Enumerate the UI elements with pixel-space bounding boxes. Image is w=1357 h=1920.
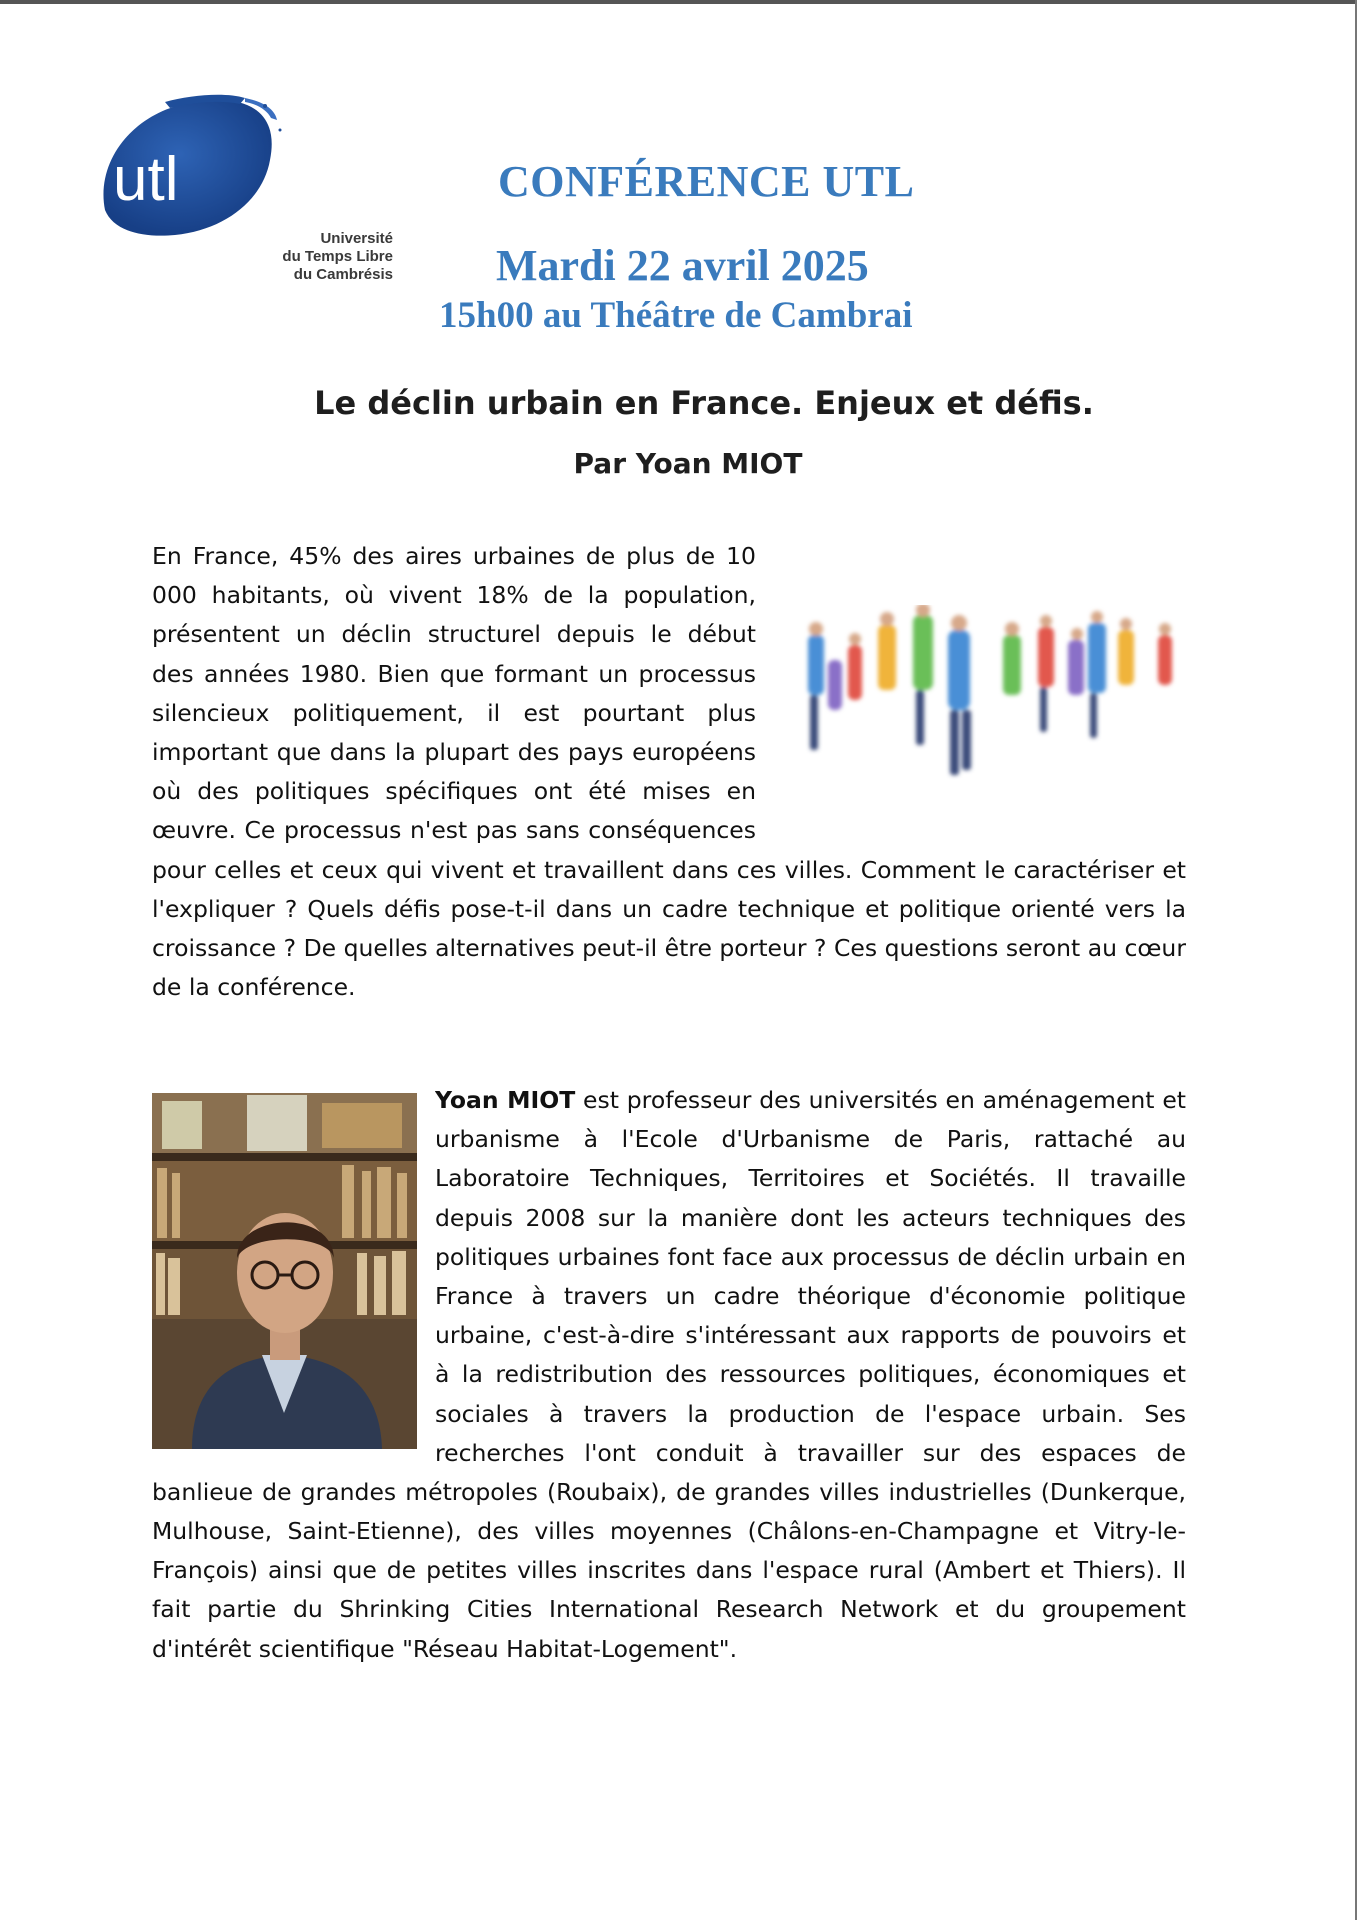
bio-first-line: est professeur des universités en aménagement et [575,1086,1186,1114]
crowd-photo-icon [788,605,1188,780]
text-line: où des politiques spécifiques ont été mises en [152,777,756,806]
text-line: depuis 2008 sur la manière dont les acteurs techniques des [435,1203,1186,1232]
text-line: urbaine, c'est-à-dire s'intéressant aux rapports de pouvoirs et [435,1321,1186,1350]
text-line: d'intérêt scientifique "Réseau Habitat-Logement". [152,1634,738,1663]
text-line: important que dans la plupart des pays européens [152,737,756,766]
logo-caption [155,230,393,284]
text-line: En France, 45% des aires urbaines de plus de 10 [152,542,756,570]
text-line: croissance ? De quelles alternatives peut-il être porteur ? Ces questions seront au cœur [152,933,1186,962]
text-line: recherches l'ont conduit à travailler sur des espaces de [435,1438,1186,1467]
text-line: de la conférence. [152,973,356,1002]
text-line: des années 1980. Bien que formant un processus [152,659,756,688]
conference-speaker: Par Yoan MIOT [573,447,803,480]
logo-line: du Temps Libre [282,248,393,265]
logo-line: du Cambrésis [293,266,393,283]
logo-mark-text: utl [113,145,179,214]
speaker-name: Yoan MIOT [435,1086,576,1114]
text-line: Laboratoire Techniques, Territoires et Sociétés. Il travaille [435,1164,1186,1193]
event-date: Mardi 22 avril 2025 [496,241,869,290]
text-line: urbanisme à l'Ecole d'Urbanisme de Paris, rattaché au [435,1125,1186,1154]
text-line: François) ainsi que de petites villes inscrites dans l'espace rural (Ambert et Thiers). Il [152,1556,1186,1585]
utl-logo [95,90,393,295]
text-line: France à travers un cadre théorique d'économie politique [435,1281,1186,1310]
logo-line: Université [320,230,393,247]
text-line: sociales à travers la production de l'espace urbain. Ses [435,1399,1186,1428]
text-line: 000 habitants, où vivent 18% de la population, [152,581,756,610]
text-line [435,1081,1186,1120]
text-line: à la redistribution des ressources politiques, économiques et [435,1360,1186,1389]
text-line: Mulhouse, Saint-Etienne), des villes moyennes (Châlons-en-Champagne et Vitry-le- [152,1517,1186,1546]
text-line: l'expliquer ? Quels défis pose-t-il dans un cadre technique et politique orienté vers la [152,894,1186,923]
text-line: banlieue de grandes métropoles (Roubaix), de grandes villes industrielles (Dunkerque, [152,1477,1186,1506]
text-line: silencieux politiquement, il est pourtant plus [152,698,756,727]
text-line: pour celles et ceux qui vivent et travaillent dans ces villes. Comment le caractériser et [152,855,1186,884]
conference-title: Le déclin urbain en France. Enjeux et défis. [314,384,1094,422]
text-line: fait partie du Shrinking Cities International Research Network et du groupement [152,1595,1186,1624]
page-top-edge [0,0,1355,4]
text-line: présentent un déclin structurel depuis le début [152,620,756,649]
event-time-place: 15h00 au Théâtre de Cambrai [439,295,913,336]
speaker-bio-paragraph [152,1081,1186,1669]
text-line: politiques urbaines font face aux processus de déclin urbain en [435,1242,1186,1271]
text-line: œuvre. Ce processus n'est pas sans conséquences [152,816,756,845]
event-heading: CONFÉRENCE UTL [498,157,915,206]
